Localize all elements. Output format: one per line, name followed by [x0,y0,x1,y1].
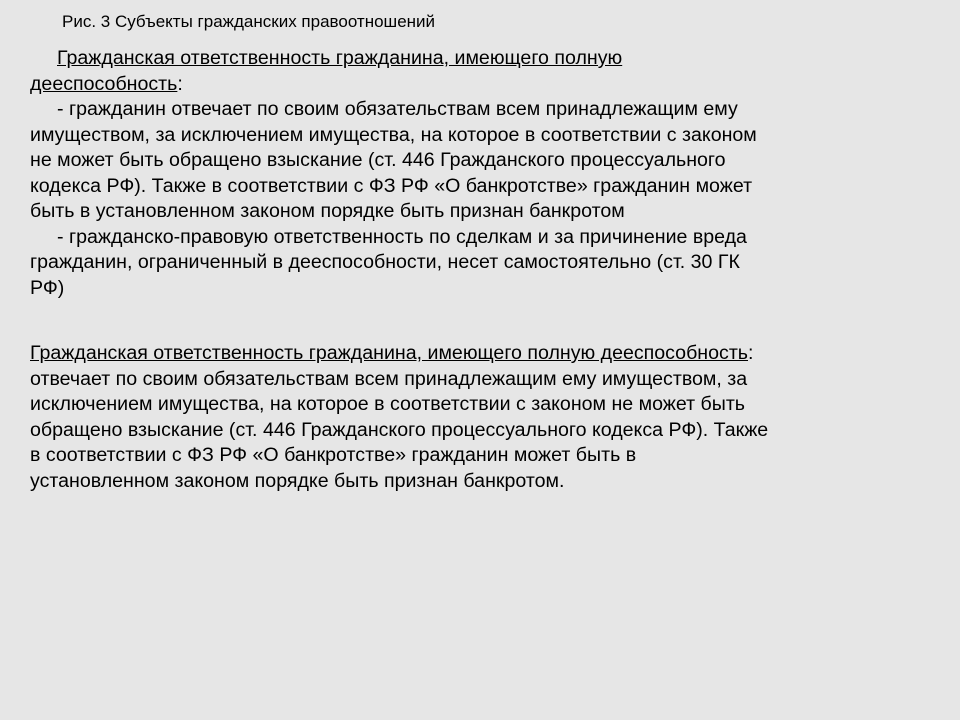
section1-text-line: - гражданин отвечает по своим обязательствам всем принадлежащим ему [57,98,738,120]
section1-heading-colon: : [177,72,183,95]
section1-heading-line2 [30,72,940,98]
section2-text-line: исключением имущества, на которое в соответствии с законом не может быть [30,393,746,415]
section1-text-line: гражданин, ограниченный в дееспособности, несет самостоятельно (ст. 30 ГК [30,251,740,273]
section2-heading-colon: : [748,342,754,364]
section1-text-line: - гражданско-правовую ответственность по сделкам и за причинение вреда [57,225,747,248]
section1-heading-line1: Гражданская ответственность гражданина, имеющего полную [57,47,623,69]
section2-heading [30,341,940,367]
section2-heading-term: Гражданская ответственность гражданина, имеющего полную дееспособность [30,342,749,364]
section1-text-line: РФ) [30,276,65,299]
section2-text-line: в соответствии с ФЗ РФ «О банкротстве» гражданин может быть в [30,444,637,466]
section1-heading-term: дееспособность [30,72,178,95]
section-limited-capacity [30,46,940,301]
section1-text-line: не может быть обращено взыскание (ст. 446 Гражданского процессуального [30,149,726,171]
section1-text-line: кодекса РФ). Также в соответствии с ФЗ РФ «О банкротстве» гражданин может [30,174,753,197]
section1-text-line: имуществом, за исключением имущества, на которое в соответствии с законом [30,123,757,146]
figure-caption: Рис. 3 Субъекты гражданских правоотношений [62,12,436,31]
section2-text-line: отвечает по своим обязательствам всем принадлежащим ему имуществом, за [30,367,748,390]
section2-text-line: установленном законом порядке быть признан банкротом. [30,469,565,492]
section2-text-line: обращено взыскание (ст. 446 Гражданского процессуального кодекса РФ). Также [30,418,769,441]
section-full-capacity [30,341,940,494]
section1-text-line: быть в установленном законом порядке быть признан банкротом [30,200,625,222]
